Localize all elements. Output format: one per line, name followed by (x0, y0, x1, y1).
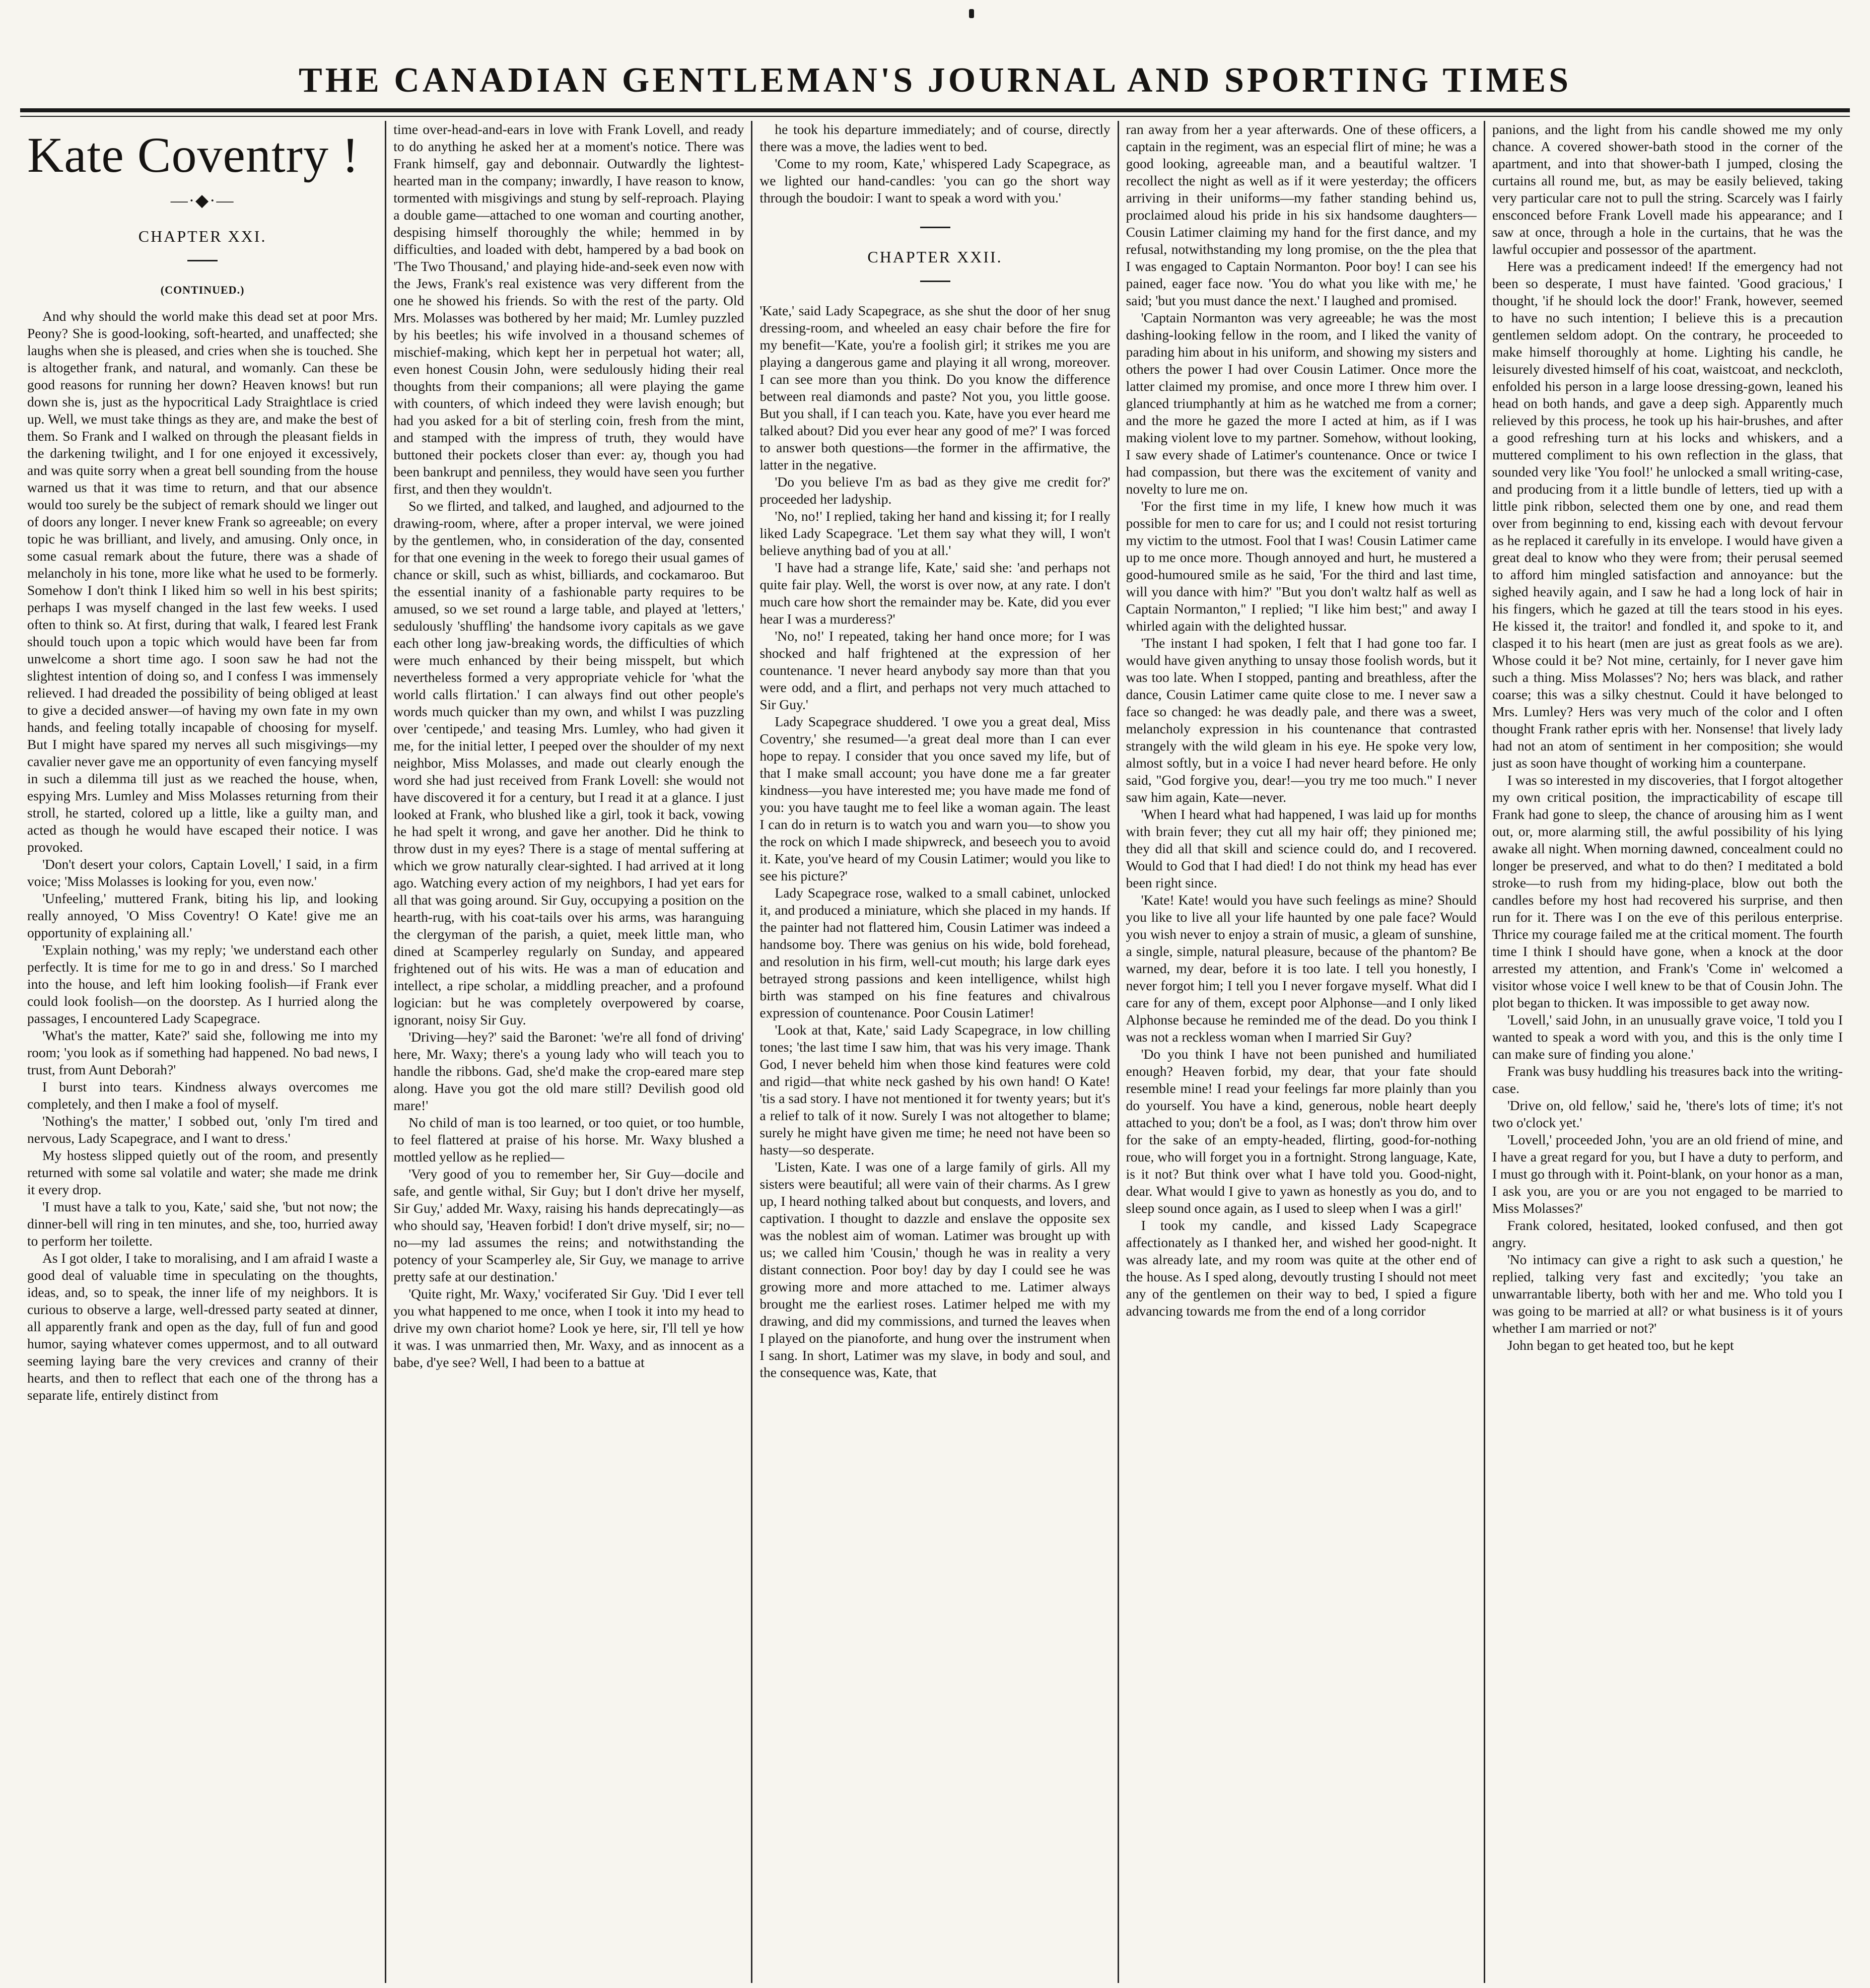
column-1 (20, 121, 386, 1983)
column-body (393, 121, 744, 1371)
paragraph: 'Kate! Kate! would you have such feelings as mine? Should you like to live all your life haunted by one pale face? Would you wish never to enjoy a strain of music, a gleam of sunshine, a single, simple, natural pleasure, because of the phantom? Be warned, my dear, before it is too late. I tell you honestly, I never forgot him; I tell you I never forgave myself. What did I care for any of them, except poor Alphonse—and I only liked Alphonse because he reminded me of the dead. Do you think I was not a reckless woman when I married Sir Guy? (1126, 892, 1477, 1045)
paragraph: 'Don't desert your colors, Captain Lovell,' I said, in a firm voice; 'Miss Molasses is looking for you, even now.' (27, 856, 378, 889)
paragraph: 'Do you believe I'm as bad as they give me credit for?' proceeded her ladyship. (759, 474, 1111, 507)
paragraph: Frank colored, hesitated, looked confused, and then got angry. (1492, 1217, 1843, 1250)
paragraph: 'What's the matter, Kate?' said she, following me into my room; 'you look as if something had happened. No bad news, I trust, from Aunt Deborah?' (27, 1027, 378, 1077)
masthead-rule (20, 108, 1850, 112)
paragraph: Lady Scapegrace rose, walked to a small cabinet, unlocked it, and produced a miniature, which she placed in my hands. If the painter had not flattered him, Cousin Latimer was indeed a handsome boy. There was genius on his wide, bold forehead, and resolution in his firm, well-cut mouth; his large dark eyes betrayed strong passions and keen intelligence, whilst high birth was stamped on his fine features and chivalrous expression of countenance. Poor Cousin Latimer! (759, 885, 1111, 1020)
paragraph: 'Lovell,' proceeded John, 'you are an old friend of mine, and I have a great regard for you, but I have a duty to perform, and I must go through with it. Point-blank, on your honor as a man, I ask you, are you or are you not engaged to be married to Miss Molasses?' (1492, 1132, 1843, 1216)
title-ornament: —·◆·— (170, 191, 235, 210)
paragraph: 'For the first time in my life, I knew how much it was possible for men to care for us; and I could not resist torturing my victim to the utmost. Fool that I was! Cousin Latimer came up to me once more. Though annoyed and hurt, he mustered a good-humoured smile as he said, 'For the third and last time, will you dance with him?' "But you don't waltz half as well as Captain Normanton," I replied; "I like him best;" and away I whirled again with the delighted hussar. (1126, 498, 1477, 634)
paragraph: My hostess slipped quietly out of the room, and presently returned with some sal volatile and water; she made me drink it every drop. (27, 1147, 378, 1197)
paragraph: 'Come to my room, Kate,' whispered Lady Scapegrace, as we lighted our hand-candles: 'you can go the short way through the boudoir: I want to speak a word with you.' (759, 156, 1111, 205)
masthead-title: THE CANADIAN GENTLEMAN'S JOURNAL AND SPORTING TIMES (298, 61, 1572, 100)
ink-mark (969, 9, 974, 18)
paragraph: Frank was busy huddling his treasures back into the writing-case. (1492, 1063, 1843, 1096)
paragraph: No child of man is too learned, or too quiet, or too humble, to feel flattered at praise of his horse. Mr. Waxy blushed a mottled yellow as he replied— (393, 1115, 744, 1164)
paragraph: 'Very good of you to remember her, Sir Guy—docile and safe, and gentle withal, Sir Guy; but I don't drive her myself, Sir Guy,' added Mr. Waxy, raising his hands deprecatingly—as who should say, 'Heaven forbid! I don't drive myself, sir; no—no—my lad assumes the reins; and notwithstanding the potency of your Scamperley ale, Sir Guy, we manage to arrive pretty safe at our destination.' (393, 1166, 744, 1284)
columns (20, 121, 1850, 1983)
story-title: Kate Coventry ! (27, 127, 360, 183)
paragraph: 'Look at that, Kate,' said Lady Scapegrace, in low chilling tones; 'the last time I saw him, that was his very image. Thank God, I never beheld him when those kind features were cold and rigid—that white neck gashed by his own hand! O Kate! 'tis a sad story. I have not mentioned it for twenty years; but it's a relief to talk of it now. Surely I was not altogether to blame; surely he might have given me time; he need not have been so hasty—so desperate. (759, 1022, 1111, 1157)
paragraph: 'Do you think I have not been punished and humiliated enough? Heaven forbid, my dear, that your fate should resemble mine! I read your feelings far more plainly than you do yourself. You have a kind, generous, noble heart deeply attached to you; don't be a fool, as I was; don't throw him over for the sake of an empty-headed, flirting, good-for-nothing roue, who will forget you in a fortnight. Strong language, Kate, is it not? But think over what I have told you. Good-night, dear. What would I give to yawn as honestly as you do, and to sleep sound once again, as I used to sleep when I was a girl!' (1126, 1046, 1477, 1216)
column-2 (386, 121, 752, 1983)
column-body (759, 302, 1110, 1381)
paragraph: I burst into tears. Kindness always overcomes me completely, and then I make a fool of myself. (27, 1079, 378, 1112)
paragraph: So we flirted, and talked, and laughed, and adjourned to the drawing-room, where, after a proper interval, we were joined by the gentlemen, who, in consideration of the day, consented for that one evening in the week to forego their usual games of chance or skill, such as whist, billiards, and cockamaroo. But the essential inanity of a fashionable party requires to be amused, so we set round a large table, and played at 'letters,' sedulously 'shuffling' the handsome ivory capitals as we gave each other long jaw-breaking words, the difficulties of which were much enhanced by their being misspelt, but which nevertheless formed a very appropriate vehicle for 'what the world calls flirtation.' I can always find out other people's words much quicker than my own, and whilst I was puzzling over 'centipede,' and teasing Mrs. Lumley, who had given it me, for the initial letter, I peeped over the shoulder of my next neighbor, Miss Molasses, and made out clearly enough the word she had just received from Frank Lovell: she would not have discovered it for a century, but I read it at a glance. I just looked at Frank, who blushed like a girl, took it back, vowing he had spelt it wrong, and gave her another. Did he think to throw dust in my eyes? There is a stage of mental suffering at which we grow naturally clear-sighted. I had arrived at it long ago. Watching every action of my neighbors, I had yet ears for all that was going around. Sir Guy, occupying a position on the hearth-rug, with his coat-tails over his arms, was haranguing the clergyman of the parish, a quiet, meek little man, who dined at Scamperley regularly on Sunday, and appeared frightened out of his wits. He was a man of education and intellect, a ripe scholar, a middling preacher, and a profound logician: but he was completely overpowered by coarse, ignorant, noisy Sir Guy. (393, 498, 744, 1027)
paragraph: And why should the world make this dead set at poor Mrs. Peony? She is good-looking, soft-hearted, and unaffected; she laughs when she is pleased, and cries when she is touched. She is altogether frank, and natural, and womanly. Can these be good reasons for running her down? Heaven knows! but run down she is, just as the hypocritical Lady Straightlace is cried up. Well, we must take things as they are, and make the best of them. So Frank and I walked on through the pleasant fields in the darkening twilight, and I for one enjoyed it excessively, and was quite sorry when a great bell sounding from the house warned us that it was time to return, and that our absence would too surely be the subject of remark should we linger out of doors any longer. I never knew Frank so agreeable; on every topic he was brilliant, and lively, and amusing. Only once, in some casual remark about the future, there was a shade of melancholy in his tone, more like what he used to be formerly. Somehow I don't think I liked him so well in his best spirits; perhaps I was myself changed in the last few weeks. I used often to think so. At first, during that walk, I feared lest Frank should touch upon a topic which would have been far from unwelcome a short time ago. I soon saw he had not the slightest intention of doing so, and I confess I was immensely relieved. I had dreaded the possibility of being obliged at least to give a decided answer—of having my own fate in my own hands, and feeling totally incapable of choosing for myself. But I might have spared my nerves all such misgivings—my cavalier never gave me an opportunity of even fancying myself in such a dilemma till just as we reached the house, when, espying Mrs. Lumley and Miss Molasses returning from their stroll, he started, colored up a little, like a guilty man, and acted as though he would have escaped their notice. I was provoked. (27, 308, 378, 855)
paragraph: 'No, no!' I repeated, taking her hand once more; for I was shocked and half frightened at the expression of her countenance. 'I never heard anybody say more than that you were odd, and a flirt, and perhaps not very much attached to Sir Guy.' (759, 628, 1111, 712)
paragraph: he took his departure immediately; and of course, directly there was a move, the ladies went to bed. (759, 121, 1111, 154)
paragraph: 'Drive on, old fellow,' said he, 'there's lots of time; it's not two o'clock yet.' (1492, 1098, 1843, 1130)
paragraph: 'Nothing's the matter,' I sobbed out, 'only I'm tired and nervous, Lady Scapegrace, and I want to dress.' (27, 1113, 378, 1146)
paragraph: I was so interested in my discoveries, that I forgot altogether my own critical position, the impracticability of escape till Frank had gone to sleep, the chance of arousing him as I went out, or, more alarming still, the awful possibility of his lying awake all night. When morning dawned, concealment could no longer be preserved, and what to do then? I meditated a bold stroke—to rush from my hiding-place, blow out both the candles before my host had recovered his surprise, and then run for it. There was I on the eve of this perilous enterprise. Thrice my courage failed me at the critical moment. The fourth time I think I should have gone, when a knock at the door arrested my attention, and Frank's 'Come in' welcomed a visitor whose voice I well knew to be that of Cousin John. The plot began to thicken. It was impossible to get away now. (1492, 772, 1843, 1010)
chapter-block (759, 227, 1110, 282)
paragraph: time over-head-and-ears in love with Frank Lovell, and ready to do anything he asked her at a moment's notice. There was Frank himself, gay and debonnair. Outwardly the lightest-hearted man in the company; inwardly, I have reason to know, tormented with misgivings and stung by self-reproach. Playing a double game—attached to one woman and courting another, despising himself thoroughly the while; hemmed in by difficulties, and loaded with debt, hampered by a bad book on 'The Two Thousand,' and playing hide-and-seek even now with the Jews, Frank's real existence was very different from the one he showed his friends. So with the rest of the party. Old Mrs. Molasses was bothered by her maid; Mr. Lumley puzzled by his beetles; his wife involved in a thousand schemes of mischief-making, which kept her in perpetual hot water; all, even honest Cousin John, were sedulously hiding their real thoughts from their companions; all were playing the game with counters, of which indeed they were lavish enough; but had you asked for a bit of sterling coin, fresh from the mint, and stamped with the impress of truth, they would have buttoned their pockets closer than ever: ay, though you had been bankrupt and penniless, they would have seen you further first, and then they wouldn't. (393, 121, 744, 497)
paragraph: ran away from her a year afterwards. One of these officers, a captain in the regiment, was an especial flirt of mine; he was a good looking, agreeable man, and a beautiful waltzer. 'I recollect the night as well as if it were yesterday; the officers arriving in their uniforms—my father standing behind us, proclaimed aloud his pride in his six handsome daughters—Cousin Latimer claiming my hand for the first dance, and my refusal, notwithstanding my long promise, on the the plea that I was engaged to Captain Normanton. Poor boy! I can see his pained, eager face now. 'You do what you like with me,' he said; 'but you must dance the next.' I laughed and promised. (1126, 121, 1477, 308)
column-body (27, 308, 378, 1404)
chapter-heading: CHAPTER XXII. (867, 248, 1003, 266)
paragraph: 'Listen, Kate. I was one of a large family of girls. All my sisters were beautiful; all were vain of their charms. As I grew up, I heard nothing talked about but conquests, and lovers, and captivation. I thought to dazzle and enslave the opposite sex was the noblest aim of woman. Latimer was brought up with us; we called him 'Cousin,' though he was in reality a very distant connection. Poor boy! day by day I could see he was growing more and more attached to me. Latimer always brought me the earliest roses. Latimer helped me with my drawing, and did my commissions, and turned the leaves when I played on the pianoforte, and hung over the instrument when I sang. In short, Latimer was my slave, in body and soul, and the consequence was, Kate, that (759, 1159, 1111, 1380)
paragraph: John began to get heated too, but he kept (1507, 1337, 1734, 1353)
chapter-heading: CHAPTER XXI. (138, 227, 267, 245)
column-body (1126, 121, 1477, 1320)
paragraph: Lady Scapegrace shuddered. 'I owe you a great deal, Miss Coventry,' she resumed—'a great deal more than I can ever hope to repay. I consider that you once saved my life, but of that I make small account; you have done me a far greater kindness—you have interested me; you have made me fond of you: you have taught me to feel like a woman again. The least I can do in return is to watch you and warn you—to show you the rock on which I made shipwreck, and beseech you to avoid it. Kate, you've heard of my Cousin Latimer; would you like to see his picture?' (759, 714, 1111, 883)
column-body-before (759, 121, 1110, 207)
paragraph: 'I have had a strange life, Kate,' said she: 'and perhaps not quite fair play. Well, the worst is over now, at any rate. I don't much care how short the remainder may be. Kate, did you ever hear I was a murderess?' (759, 560, 1111, 627)
paragraph: 'When I heard what had happened, I was laid up for months with brain fever; they cut all my hair off; they pinioned me; they did all that skill and science could do, and I recovered. Would to God that I had died! I do not think my head has ever been right since. (1126, 806, 1477, 890)
continued-label: (CONTINUED.) (160, 284, 245, 296)
paragraph: 'Quite right, Mr. Waxy,' vociferated Sir Guy. 'Did I ever tell you what happened to me once, when I took it into my head to drive my own chariot home? Look ye here, sir, I'll tell ye how it was. I was unmarried then, Mr. Waxy, and as innocent as a babe, d'ye see? Well, I had been to a battue at (393, 1286, 744, 1370)
column-4 (1119, 121, 1485, 1983)
masthead (20, 55, 1850, 106)
paragraph: 'Driving—hey?' said the Baronet: 'we're all fond of driving' here, Mr. Waxy; there's a young lady who will teach you to handle the ribbons. Gad, she'd make the crop-eared mare step along. Have you got the old mare still? Devilish good old mare!' (393, 1029, 744, 1113)
column-body (1492, 121, 1843, 1354)
paragraph: 'No intimacy can give a right to ask such a question,' he replied, talking very fast and excitedly; 'you take an unwarrantable liberty, both with her and me. Who told you I was going to be married at all? or what business is it of yours whether I am married or not?' (1492, 1252, 1843, 1336)
chapter-rule (920, 281, 950, 282)
paragraph: 'No, no!' I replied, taking her hand and kissing it; for I really liked Lady Scapegrace. 'Let them say what they will, I won't believe anything bad of you at all.' (759, 508, 1111, 558)
paragraph: 'Kate,' said Lady Scapegrace, as she shut the door of her snug dressing-room, and wheeled an easy chair before the fire for my benefit—'Kate, you're a foolish girl; it strikes me you are playing a dangerous game and playing it all wrong, moreover. I can see more than you think. Do you know the difference between real diamonds and paste? Not you, you little goose. But you shall, if I can teach you. Kate, have you ever heard me talked about? Did you ever hear any good of me?' I was forced to answer both questions—the former in the affirmative, the latter in the negative. (759, 303, 1111, 472)
paragraph: 'Captain Normanton was very agreeable; he was the most dashing-looking fellow in the room, and I liked the vanity of parading him about in his uniform, and showing my sisters and others the power I had over Cousin Latimer. Once more the latter claimed my promise, and once more I threw him over. I glanced triumphantly at him as he watched me from a corner; and the more he gazed the more I acted at him, as if I was making violent love to my partner. Somehow, without looking, I saw every shade of Latimer's countenance. Once or twice I had compassion, but there was the excitement of vanity and novelty to lure me on. (1126, 310, 1477, 497)
chapter-rule-top (920, 227, 950, 228)
chapter-rule (187, 260, 218, 261)
paragraph: As I got older, I take to moralising, and I am afraid I waste a good deal of valuable time in speculating on the thoughts, ideas, and, so to speak, the inner life of my neighbors. It is curious to observe a large, well-dressed party seated at dinner, all apparently frank and open as the day, full of fun and good humor, saying whatever comes uppermost, and to all outward seeming laying bare the very crevices and cranny of their hearts, and then to reflect that each one of the throng has a separate life, entirely distinct from (27, 1250, 378, 1403)
paragraph: 'Lovell,' said John, in an unusually grave voice, 'I told you I wanted to speak a word with you, and this is the only time I can make sure of finding you alone.' (1492, 1012, 1843, 1062)
paragraph: 'Unfeeling,' muttered Frank, biting his lip, and looking really annoyed, 'O Miss Coventry! O Kate! give me an opportunity of explaining all.' (27, 890, 378, 940)
paragraph: 'Explain nothing,' was my reply; 'we understand each other perfectly. It is time for me to go in and dress.' So I marched into the house, and left him looking foolish—if Frank ever could look foolish—on the doorstep. As I hurried along the passages, I encountered Lady Scapegrace. (27, 942, 378, 1026)
column-3 (752, 121, 1119, 1983)
column-5 (1485, 121, 1850, 1983)
paragraph: 'I must have a talk to you, Kate,' said she, 'but not now; the dinner-bell will ring in ten minutes, and she, too, hurried away to perform her toilette. (27, 1199, 378, 1249)
paragraph: Here was a predicament indeed! If the emergency had not been so desperate, I must have fainted. 'Good gracious,' I thought, 'if he should lock the door!' Frank, however, seemed to have no such intention; I believe this is a precaution gentlemen seldom adopt. On the contrary, he proceeded to make himself thoroughly at home. Lighting his candle, he leisurely divested himself of his coat, waistcoat, and neckcloth, enfolded his person in a large loose dressing-gown, leaned his head on both hands, and gave a deep sigh. Apparently much relieved by this process, he took up his hair-brushes, and after a good refreshing turn at his locks and whiskers, and a muttered compliment to his own reflection in the glass, that sounded very like 'You fool!' he unlocked a small writing-case, and producing from it a little bundle of letters, tied up with a little pink ribbon, selected them one by one, and read them over from beginning to end, kissing each with devout fervour as he replaced it carefully in its envelope. I would have given a great deal to know who they were from; their perusal seemed to afford him mingled satisfaction and annoyance: but the sighed heavily again, and I saw he had a long lock of hair in his fingers, which he gazed at till the tears stood in his eyes. He kissed it, the traitor! and fondled it, and spoke to it, and clasped it to his heart (men are just as great fools as we are). Whose could it be? Not mine, certainly, for I never gave him such a thing. Miss Molasses'? No; hers was black, and rather coarse; this was a silky chestnut. Could it have belonged to Mrs. Lumley? Hers was very much of the color and I often thought Frank rather epris with her. Nonsense! that lively lady had not an atom of sentiment in her composition; she would just as soon have thought of working him a counterpane. (1492, 258, 1843, 771)
masthead-rule-thin (20, 116, 1850, 117)
paragraph: panions, and the light from his candle showed me my only chance. A covered shower-bath stood in the corner of the apartment, and into that shower-bath I jumped, closing the curtains all round me, but, as may be easily believed, taking very particular care not to pull the string. Scarcely was I fairly ensconced before Frank Lovell made his appearance; and I saw at once, through a hole in the curtains, that he was the lawful occupier and possessor of the apartment. (1492, 121, 1843, 257)
paragraph: I took my candle, and kissed Lady Scapegrace affectionately as I thanked her, and wished her good-night. It was already late, and my room was quite at the other end of the house. As I sped along, devoutly trusting I should not meet any of the gentlemen on their way to bed, I spied a figure advancing towards me from the end of a long corridor (1126, 1217, 1477, 1319)
paragraph: 'The instant I had spoken, I felt that I had gone too far. I would have given anything to unsay those foolish words, but it was too late. When I stopped, panting and breathless, after the dance, Cousin Latimer came quite close to me. I never saw a face so changed: he was deadly pale, and there was a sweet, melancholy expression in his countenance that contrasted strangely with the wild gleam in his eye. He spoke very low, almost softly, but in a voice I had never heard before. He only said, "God forgive you, dear!—you try me too much." I never saw him again, Kate—never. (1126, 635, 1477, 805)
